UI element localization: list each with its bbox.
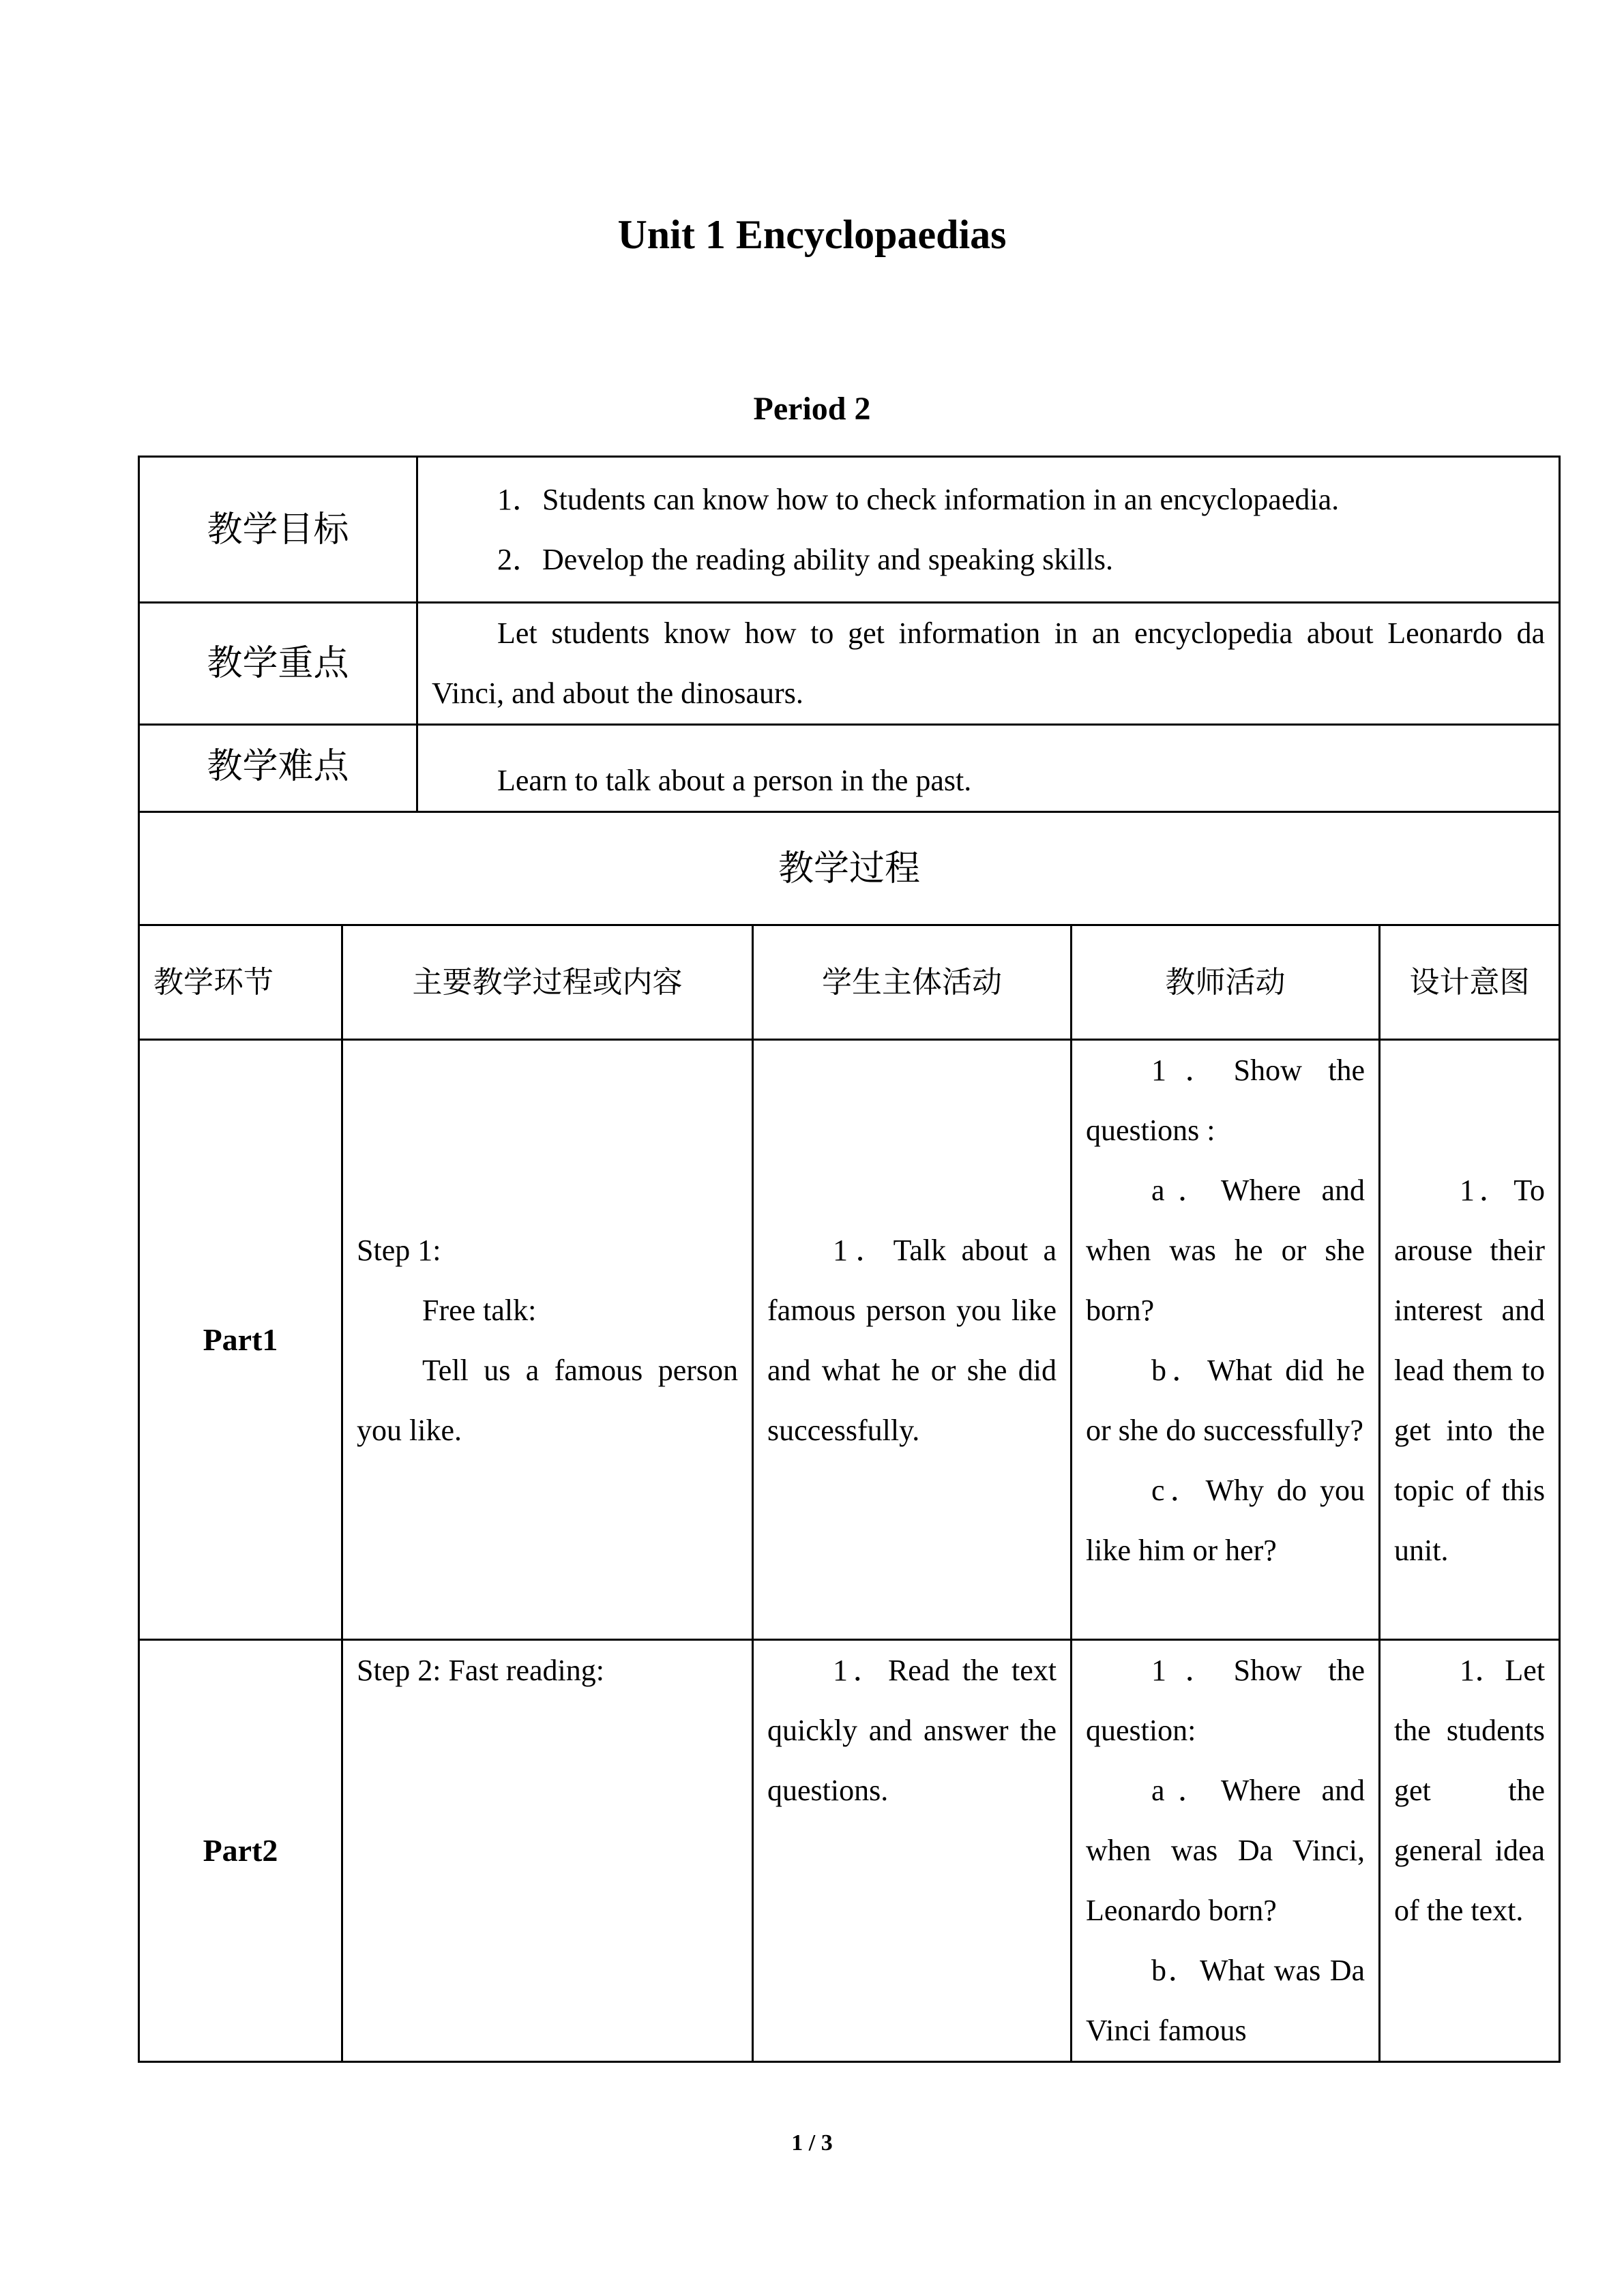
part2-teacher-item: b．What was Da Vinci famous: [1086, 1954, 1365, 2047]
objectives-label: 教学目标: [139, 457, 417, 603]
key-points-label: 教学重点: [139, 603, 417, 725]
page-number: 1 / 3: [791, 2130, 833, 2156]
part2-step: Step 2: Fast reading:: [357, 1654, 604, 1687]
difficulties-content: [417, 725, 1560, 812]
part1-student-text: 1．Talk about a famous person you like and what he or she did successfully.: [767, 1234, 1057, 1447]
part1-design-intent: [1380, 1040, 1560, 1640]
header-design-intent: 设计意图: [1380, 925, 1560, 1040]
header-student-activity: 学生主体活动: [753, 925, 1072, 1040]
objectives-content: [417, 457, 1560, 603]
part1-student-activity: [753, 1040, 1072, 1640]
part2-content: [342, 1640, 753, 2062]
part1-teacher-item: c．Why do you like him or her?: [1086, 1474, 1365, 1567]
period-heading: Period 2: [753, 391, 871, 427]
part1-teacher-item: 1．Show the questions :: [1086, 1054, 1365, 1147]
part2-teacher-item: 1．Show the question:: [1086, 1654, 1365, 1747]
part1-row: [139, 1040, 1560, 1640]
part2-student-activity: [753, 1640, 1072, 2062]
part2-student-text: 1．Read the text quickly and answer the questions.: [767, 1654, 1057, 1807]
part1-step: Free talk:: [422, 1294, 537, 1327]
part1-teacher-item: a．Where and when was he or she born?: [1086, 1174, 1365, 1327]
part2-design-intent: [1380, 1640, 1560, 2062]
part2-label: Part2: [139, 1640, 342, 2062]
key-points-content: [417, 603, 1560, 725]
part1-label: Part1: [139, 1040, 342, 1640]
part2-teacher-item: a．Where and when was Da Vinci, Leonardo born?: [1086, 1774, 1365, 1927]
part1-teacher-item: b．What did he or she do successfully?: [1086, 1354, 1365, 1447]
document-title: Unit 1 Encyclopaedias: [617, 212, 1007, 257]
process-header-row: [139, 925, 1560, 1040]
process-title-row: [139, 812, 1560, 925]
part2-teacher-activity: [1072, 1640, 1380, 2062]
part1-step: Step 1:: [357, 1234, 441, 1267]
part1-step: Tell us a famous person you like.: [357, 1354, 739, 1447]
key-points-text: Let students know how to get information in an encyclopedia about Leonardo da Vinci, and about the dinosaurs.: [432, 616, 1546, 710]
objective-item: 2．Develop the reading ability and speaking skills.: [497, 542, 1114, 576]
part2-purpose-text: 1．Let the students get the general idea of the text.: [1394, 1654, 1546, 1927]
difficulties-text: Learn to talk about a person in the past.: [497, 764, 972, 797]
objectives-row: [139, 457, 1560, 603]
part1-purpose-text: 1．To arouse their interest and lead them to get into the topic of this unit.: [1394, 1174, 1546, 1567]
key-points-row: [139, 603, 1560, 725]
process-title: 教学过程: [139, 812, 1560, 925]
objective-item: 1．Students can know how to check information in an encyclopaedia.: [497, 482, 1340, 516]
header-content: 主要教学过程或内容: [342, 925, 753, 1040]
header-stage: 教学环节: [139, 925, 342, 1040]
part1-content: [342, 1040, 753, 1640]
lesson-plan-table: [138, 456, 1561, 2063]
difficulties-row: [139, 725, 1560, 812]
header-teacher-activity: 教师活动: [1072, 925, 1380, 1040]
difficulties-label: 教学难点: [139, 725, 417, 812]
part2-row: [139, 1640, 1560, 2062]
part1-teacher-activity: [1072, 1040, 1380, 1640]
